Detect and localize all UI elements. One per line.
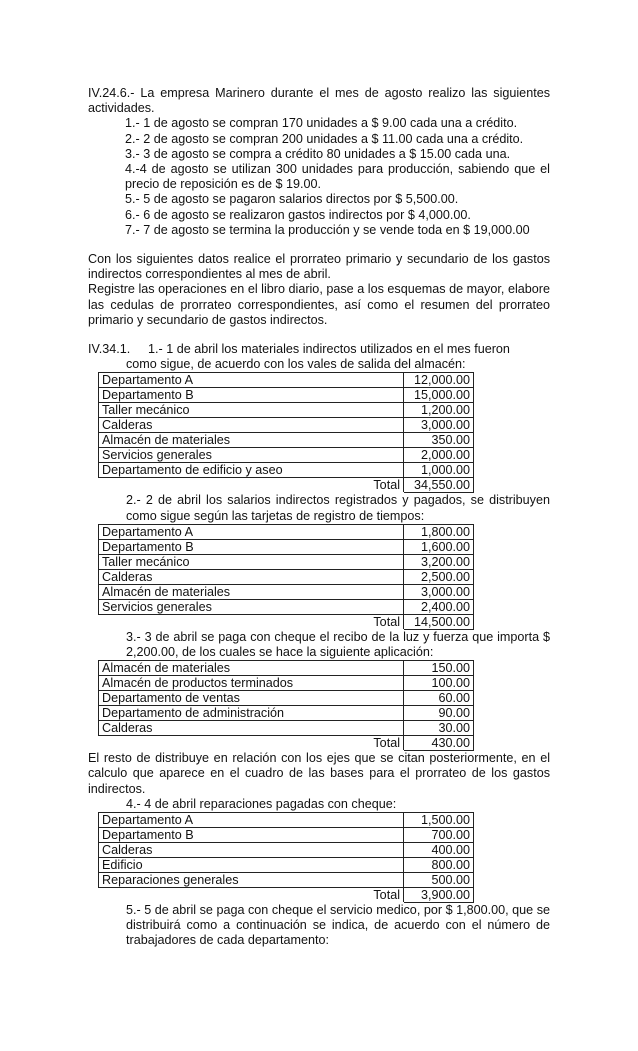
- table-row: [99, 661, 474, 676]
- row-label: Calderas: [99, 569, 404, 584]
- list-item: 2.- 2 de agosto se compran 200 unidades a $ 11.00 cada una a crédito.: [125, 131, 524, 146]
- table-row: [99, 373, 474, 388]
- table-row: [99, 418, 474, 433]
- table-row: [99, 569, 474, 584]
- row-label: Departamento B: [99, 388, 404, 403]
- table-row: [99, 691, 474, 706]
- list-item: 7.- 7 de agosto se termina la producción y se vende toda en $ 19,000.00: [125, 222, 530, 237]
- table-row: [99, 828, 474, 843]
- row-value: 30.00: [404, 721, 474, 736]
- row-label: Departamento A: [99, 373, 404, 388]
- table-row: [99, 676, 474, 691]
- row-value: 12,000.00: [404, 373, 474, 388]
- total-label: Total: [99, 614, 404, 629]
- row-label: Almacén de materiales: [99, 584, 404, 599]
- table-row: [99, 584, 474, 599]
- list-item: 5.- 5 de agosto se pagaron salarios directos por $ 5,500.00.: [125, 192, 459, 207]
- total-label: Total: [99, 736, 404, 751]
- row-label: Almacén de materiales: [99, 661, 404, 676]
- row-label: Almacén de productos terminados: [99, 676, 404, 691]
- item-1-text: 1.- 1 de abril los materiales indirectos utilizados en el mes fueron: [148, 342, 510, 357]
- total-label: Total: [99, 478, 404, 493]
- total-value: 3,900.00: [404, 888, 474, 903]
- table-row: [99, 524, 474, 539]
- table-row: [99, 448, 474, 463]
- repairs-table: [98, 812, 474, 903]
- salaries-table: [98, 524, 474, 630]
- row-value: 350.00: [404, 433, 474, 448]
- row-value: 800.00: [404, 858, 474, 873]
- table-row: [99, 858, 474, 873]
- total-label: Total: [99, 888, 404, 903]
- row-value: 90.00: [404, 706, 474, 721]
- row-label: Departamento de administración: [99, 706, 404, 721]
- table-row: [99, 388, 474, 403]
- row-label: Departamento B: [99, 828, 404, 843]
- total-row: [99, 614, 474, 629]
- row-label: Almacén de materiales: [99, 433, 404, 448]
- row-value: 2,400.00: [404, 599, 474, 614]
- row-value: 3,000.00: [404, 584, 474, 599]
- row-value: 500.00: [404, 873, 474, 888]
- exercise-number: IV.34.1.: [88, 342, 131, 357]
- row-value: 1,800.00: [404, 524, 474, 539]
- table-row: [99, 463, 474, 478]
- table-row: [99, 706, 474, 721]
- table-row: [99, 539, 474, 554]
- list-item: 4.-4 de agosto se utilizan 300 unidades para producción, sabiendo que el precio de reposición es de $ 19.00.: [125, 162, 550, 192]
- table-row: [99, 843, 474, 858]
- row-value: 700.00: [404, 828, 474, 843]
- document-page: [88, 86, 550, 949]
- total-row: [99, 888, 474, 903]
- list-item: 3.- 3 de agosto se compra a crédito 80 unidades a $ 15.00 cada una.: [125, 146, 511, 161]
- row-label: Calderas: [99, 418, 404, 433]
- row-value: 1,500.00: [404, 813, 474, 828]
- row-value: 2,000.00: [404, 448, 474, 463]
- row-value: 400.00: [404, 843, 474, 858]
- list-item: 6.- 6 de agosto se realizaron gastos indirectos por $ 4,000.00.: [125, 207, 471, 222]
- row-value: 3,200.00: [404, 554, 474, 569]
- total-row: [99, 736, 474, 751]
- row-label: Servicios generales: [99, 599, 404, 614]
- row-label: Reparaciones generales: [99, 873, 404, 888]
- row-value: 15,000.00: [404, 388, 474, 403]
- total-row: [99, 478, 474, 493]
- remainder-paragraph: El resto de distribuye en relación con los ejes que se citan posteriormente, en el calculo que aparece en el cuadro de las bases para el prorrateo de los gastos indirectos.: [88, 751, 550, 796]
- list-item: 1.- 1 de agosto se compran 170 unidades a $ 9.00 cada una a crédito.: [125, 116, 518, 131]
- row-label: Calderas: [99, 843, 404, 858]
- materials-table: [98, 372, 474, 493]
- table-row: [99, 873, 474, 888]
- table-row: [99, 433, 474, 448]
- instructions-paragraph-1: Con los siguientes datos realice el prorrateo primario y secundario de los gastos indirectos correspondientes al mes de abril.: [88, 252, 550, 282]
- row-label: Taller mecánico: [99, 554, 404, 569]
- row-label: Departamento A: [99, 524, 404, 539]
- table-row: [99, 813, 474, 828]
- item-3-text: 3.- 3 de abril se paga con cheque el recibo de la luz y fuerza que importa $ 2,200.00, de los cuales se hace la siguiente aplicación:: [126, 629, 550, 660]
- exercise-34-1-header: [88, 342, 550, 357]
- row-value: 3,000.00: [404, 418, 474, 433]
- row-label: Servicios generales: [99, 448, 404, 463]
- electricity-table: [98, 660, 474, 751]
- row-label: Edificio: [99, 858, 404, 873]
- total-value: 430.00: [404, 736, 474, 751]
- row-value: 1,000.00: [404, 463, 474, 478]
- row-value: 60.00: [404, 691, 474, 706]
- table-row: [99, 403, 474, 418]
- row-label: Departamento de ventas: [99, 691, 404, 706]
- row-value: 2,500.00: [404, 569, 474, 584]
- total-value: 34,550.00: [404, 478, 474, 493]
- row-label: Departamento B: [99, 539, 404, 554]
- table-row: [99, 721, 474, 736]
- row-value: 1,200.00: [404, 403, 474, 418]
- table-row: [99, 554, 474, 569]
- exercise-24-6-items: [88, 116, 550, 238]
- item-1-continuation: como sigue, de acuerdo con los vales de salida del almacén:: [126, 357, 466, 372]
- total-value: 14,500.00: [404, 614, 474, 629]
- row-value: 150.00: [404, 661, 474, 676]
- row-value: 1,600.00: [404, 539, 474, 554]
- row-value: 100.00: [404, 676, 474, 691]
- table-row: [99, 599, 474, 614]
- item-5-text: 5.- 5 de abril se paga con cheque el servicio medico, por $ 1,800.00, que se distribuirá como a continuación se indica, de acuerdo con el número de trabajadores de cada departamento:: [126, 903, 550, 948]
- exercise-24-6-intro: IV.24.6.- La empresa Marinero durante el mes de agosto realizo las siguientes actividades.: [88, 86, 550, 116]
- row-label: Departamento A: [99, 813, 404, 828]
- item-2-text: 2.- 2 de abril los salarios indirectos registrados y pagados, se distribuyen como sigue según las tarjetas de registro de tiempos:: [126, 493, 550, 523]
- row-label: Taller mecánico: [99, 403, 404, 418]
- item-4-text: 4.- 4 de abril reparaciones pagadas con cheque:: [126, 796, 397, 811]
- row-label: Calderas: [99, 721, 404, 736]
- instructions-paragraph-2: Registre las operaciones en el libro diario, pase a los esquemas de mayor, elabore las cedulas de prorrateo correspondientes, así como el resumen del prorrateo primario y secundario de gastos indirectos.: [88, 282, 550, 327]
- row-label: Departamento de edificio y aseo: [99, 463, 404, 478]
